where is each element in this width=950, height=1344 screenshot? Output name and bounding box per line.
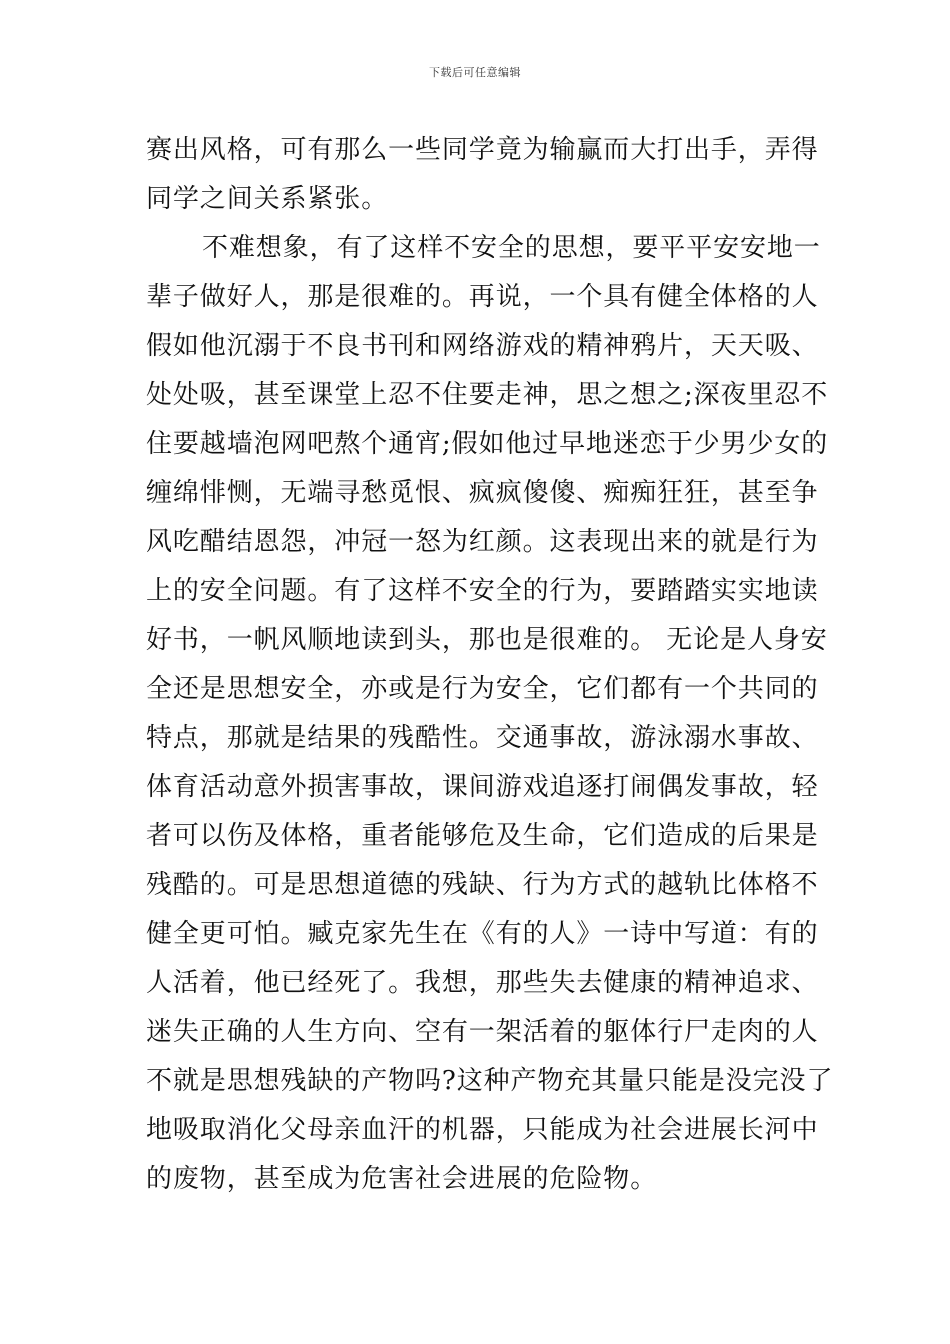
text-line: 人活着，他已经死了。我想，那些失去健康的精神追求、 [146, 968, 819, 998]
text-line-indented: 不难想象，有了这样不安全的思想，要平平安安地一 [202, 233, 821, 263]
text-line: 住要越墙泡网吧熬个通宵;假如他过早地迷恋于少男少女的 [146, 429, 829, 459]
page-header: 下载后可任意编辑 [429, 66, 521, 79]
text-line: 者可以伤及体格，重者能够危及生命，它们造成的后果是 [146, 821, 819, 851]
text-line: 全还是思想安全，亦或是行为安全，它们都有一个共同的 [146, 674, 819, 704]
text-line: 缠绵悱恻，无端寻愁觅恨、疯疯傻傻、痴痴狂狂，甚至争 [146, 478, 819, 508]
text-line: 残酷的。可是思想道德的残缺、行为方式的越轨比体格不 [146, 870, 819, 900]
text-line: 同学之间关系紧张。 [146, 184, 389, 214]
text-line: 健全更可怕。臧克家先生在《有的人》一诗中写道：有的 [146, 919, 819, 949]
text-line: 迷失正确的人生方向、空有一架活着的躯体行尸走肉的人 [146, 1017, 819, 1047]
text-line: 上的安全问题。有了这样不安全的行为，要踏踏实实地读 [146, 576, 819, 606]
text-line: 体育活动意外损害事故，课间游戏追逐打闹偶发事故，轻 [146, 772, 819, 802]
body-text [146, 126, 834, 1204]
text-line: 的废物，甚至成为危害社会进展的危险物。 [146, 1164, 658, 1194]
text-line: 好书，一帆风顺地读到头，那也是很难的。 无论是人身安 [146, 625, 828, 655]
text-line: 赛出风格，可有那么一些同学竟为输赢而大打出手，弄得 [146, 135, 819, 165]
text-line: 辈子做好人，那是很难的。再说，一个具有健全体格的人 [146, 282, 819, 312]
text-line: 处处吸，甚至课堂上忍不住要走神，思之想之;深夜里忍不 [146, 380, 829, 410]
text-line: 不就是思想残缺的产物吗?这种产物充其量只能是没完没了 [146, 1066, 834, 1096]
text-line: 假如他沉溺于不良书刊和网络游戏的精神鸦片，天天吸、 [146, 331, 819, 361]
text-line: 特点，那就是结果的残酷性。交通事故，游泳溺水事故、 [146, 723, 819, 753]
text-line: 风吃醋结恩怨，冲冠一怒为红颜。这表现出来的就是行为 [146, 527, 819, 557]
text-line: 地吸取消化父母亲血汗的机器，只能成为社会进展长河中 [146, 1115, 819, 1145]
